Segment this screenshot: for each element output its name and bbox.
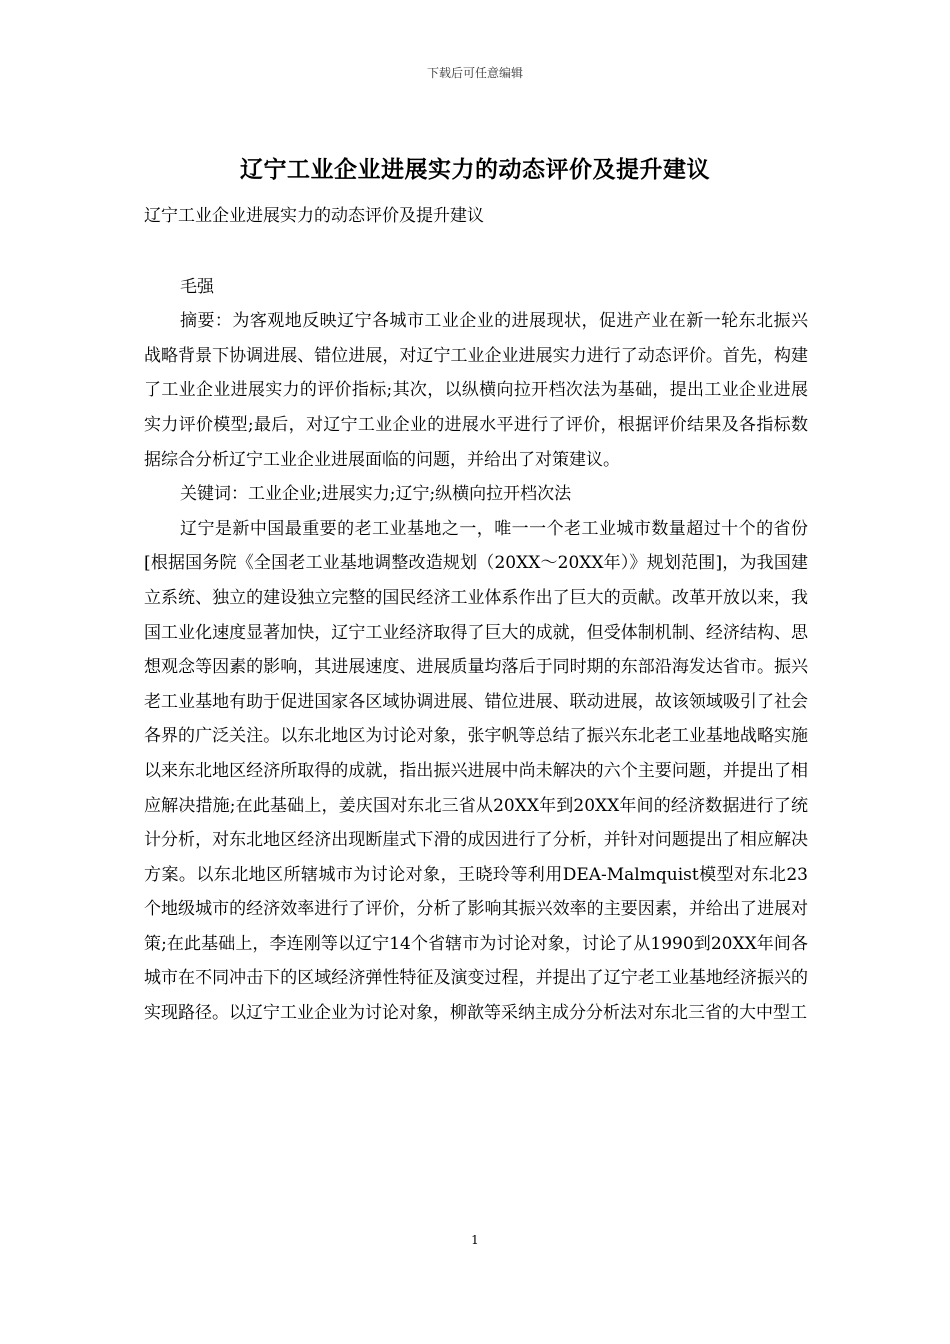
abstract-paragraph: 摘要：为客观地反映辽宁各城市工业企业的进展现状，促进产业在新一轮东北振兴战略背景下协调进展、错位进展，对辽宁工业企业进展实力进行了动态评价。首先，构建了工业企业进展实力的评价指标;其次，以纵横向拉开档次法为基础，提出工业企业进展实力评价模型;最后，对辽宁工业企业的进展水平进行了评价，根据评价结果及各指标数据综合分析辽宁工业企业进展面临的问题，并给出了对策建议。	[144, 311, 808, 470]
author-name: 毛强	[180, 276, 214, 297]
body-paragraph: 辽宁是新中国最重要的老工业基地之一，唯一一个老工业城市数量超过十个的省份[根据国务院《全国老工业基地调整改造规划（20XX～20XX年）》规划范围]，为我国建立系统、独立的建设独立完整的国民经济工业体系作出了巨大的贡献。改革开放以来，我国工业化速度显著加快，辽宁工业经济取得了巨大的成就，但受体制机制、经济结构、思想观念等因素的影响，其进展速度、进展质量均落后于同时期的东部沿海发达省市。振兴老工业基地有助于促进国家各区域协调进展、错位进展、联动进展，故该领域吸引了社会各界的广泛关注。以东北地区为讨论对象，张宇帆等总结了振兴东北老工业基地战略实施以来东北地区经济所取得的成就，指出振兴进展中尚未解决的六个主要问题，并提出了相应解决措施;在此基础上，姜庆国对东北三省从20XX年到20XX年间的经济数据进行了统计分析，对东北地区经济出现断崖式下滑的成因进行了分析，并针对问题提出了相应解决方案。以东北地区所辖城市为讨论对象，王晓玲等利用DEA-Malmquist模型对东北23个地级城市的经济效率进行了评价，分析了影响其振兴效率的主要因素，并给出了进展对策;在此基础上，李连刚等以辽宁14个省辖市为讨论对象，讨论了从1990到20XX年间各城市在不同冲击下的区域经济弹性特征及演变过程，并提出了辽宁老工业基地经济振兴的实现路径。以辽宁工业企业为讨论对象，柳歆等采纳主成分分析法对东北三省的大中型工	[144, 518, 808, 1024]
page-header-note: 下载后可任意编辑	[426, 66, 523, 80]
blank-line	[144, 234, 808, 270]
document-title: 辽宁工业企业进展实力的动态评价及提升建议	[240, 156, 710, 183]
keywords-paragraph: 关键词：工业企业;进展实力;辽宁;纵横向拉开档次法	[180, 484, 572, 505]
document-subtitle: 辽宁工业企业进展实力的动态评价及提升建议	[144, 206, 484, 226]
page-number: 1	[471, 1233, 479, 1247]
document-body	[144, 199, 808, 1031]
